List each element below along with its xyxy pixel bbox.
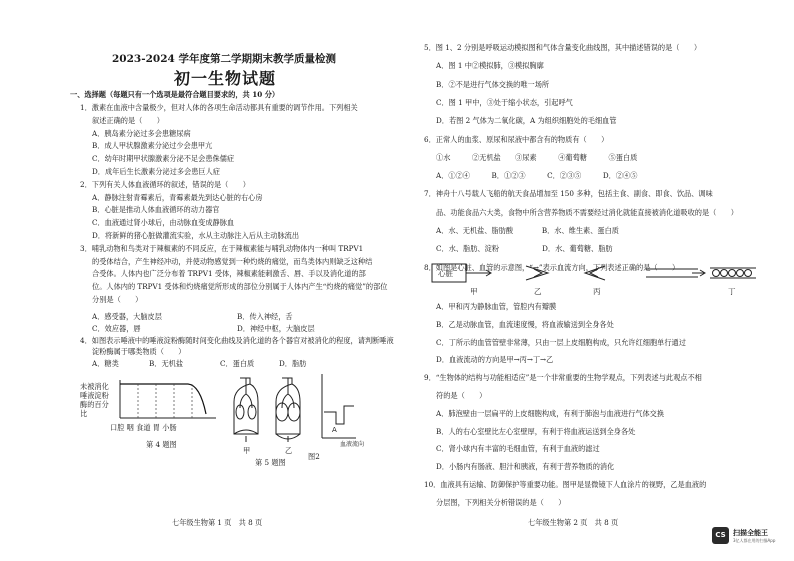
left-text-line: 1．激素在血液中含量极少，但对人体的各项生命活动都具有重要的调节作用。下列相关 <box>80 103 358 112</box>
section-heading: 一、选择题（每题只有一个选项是最符合题目要求的，共 10 分） <box>70 90 280 99</box>
q4-option-b: B．无机盐 <box>149 359 184 368</box>
fig4-ylabel: 未被消化 唾液淀粉 酶的百分 比 <box>80 382 109 418</box>
left-text-line: 分别是（ ） <box>92 295 143 304</box>
q4-stem-line-2: 淀粉酶属于哪类物质（ ） <box>92 347 186 356</box>
left-text-line: 2．下列有关人体血液循环的叙述，错误的是（ ） <box>80 179 250 189</box>
right-text-line: A．肺泡壁由一层扁平的上皮细胞构成，有利于肺泡与血液进行气体交换 <box>436 408 665 418</box>
fig4-curve-chart <box>118 378 218 424</box>
right-text-line: C．肾小球内有丰富的毛细血管，有利于血液的滤过 <box>436 444 600 454</box>
left-text-line: A．静脉注射青霉素后，青霉素最先到达心脏的右心房 <box>92 192 263 202</box>
right-text-line: D．若图 2 气体为二氧化碳，A 为组织细胞处的毛细血管 <box>436 116 617 126</box>
right-text-line: A．水、无机盐、脂肪酸 B．水、维生素、蛋白质 <box>436 226 619 235</box>
left-text-line: D．将新鲜的猪心脏做灌流实验，水从主动脉注入后从主动脉流出 <box>92 231 300 240</box>
fig8-label-ding: 丁 <box>728 287 736 296</box>
fig8-label-bing: 丙 <box>593 287 601 296</box>
right-text-line: D．血液流动的方向是甲→丙→丁→乙 <box>436 355 554 365</box>
fig5-fig2-label: 图2 <box>308 452 320 461</box>
q4-option-c: C．蛋白质 <box>220 359 255 368</box>
fig5-label-yi: 乙 <box>285 446 293 455</box>
right-text-line: D．小肠内有肠液、胆汁和胰液，有利于营养物质的消化 <box>436 462 615 472</box>
fig8-heart-label: 心脏 <box>438 269 453 278</box>
right-text-line: C．图 1 甲中，③处于缩小状态，引起呼气 <box>436 97 573 107</box>
scanner-name: 扫描全能王 <box>733 529 768 537</box>
right-text-line: C．水、脂肪、淀粉 D．水、葡萄糖、脂肪 <box>436 244 613 254</box>
left-text-line: 叙述正确的是（ ） <box>92 115 164 125</box>
exam-page-2 <box>410 0 794 561</box>
right-text-line: 6．正常人的血浆、原尿和尿液中都含有的物质有（ ） <box>424 134 609 144</box>
exam-title: 初一生物试题 <box>174 69 277 88</box>
right-text-line: 9．“生物体的结构与功能相适应”是一个非常重要的生物学观点，下列表述与此观点不相 <box>424 373 702 383</box>
exam-header: 2023-2024 学年度第二学期期末教学质量检测 <box>112 53 336 65</box>
right-text-line: B．人的右心室壁比左心室壁厚，有利于将血液运送到全身各处 <box>436 426 636 436</box>
fig5-label-jia: 甲 <box>243 446 251 455</box>
left-text-line: 位。人体内的 TRPV1 受体和灼烧痛觉所形成的部位分别属于人体内产生“灼烧的痛觉”的部位 <box>92 282 388 292</box>
q3-option-a: A．感受器，大脑皮层 <box>92 312 162 321</box>
fig4-xlabel: 口腔 咽 食道 胃 小肠 <box>110 423 177 432</box>
right-text-line: A．图 1 中②模拟肺，③模拟胸廓 <box>436 61 544 71</box>
right-text-line: 分层图，下列相关分析错误的是（ ） <box>436 497 566 507</box>
fig8-vessel-diagram <box>430 260 760 300</box>
q3-option-c: C．效应器，唇 <box>92 324 141 333</box>
right-text-line: 7．神舟十八号载人飞船的航天食品增加至 150 多种，包括主食、副食、即食、饮品、调味 <box>424 189 713 199</box>
q4-stem-line-1: 4．如图表示唾液中的唾液淀粉酶随时间变化曲线及消化道的各个器官对被消化的程度，请判断唾液 <box>80 336 394 345</box>
fig5-lung-model <box>228 372 358 452</box>
fig4-caption: 第 4 题图 <box>146 440 177 449</box>
right-text-line: 5．图 1、2 分别是呼吸运动模拟图和气体含量变化曲线图，其中描述错误的是（ ） <box>424 43 702 52</box>
right-text-line: ①水 ②无机盐 ③尿素 ④葡萄糖 ⑤蛋白质 <box>436 152 638 162</box>
right-text-line: 品、功能食品六大类，食物中所含营养物质不需要经过消化就能直接被消化道吸收的是（ ） <box>436 207 738 217</box>
right-text-line: 8．如图是心脏、血管的示意图，“→”表示血流方向，下列表述正确的是（ ） <box>424 262 680 272</box>
left-text-line: C．幼年时期甲状腺激素分泌不足会患侏儒症 <box>92 154 235 164</box>
q3-option-d: D．神经中枢，大脑皮层 <box>237 324 315 333</box>
fig8-label-yi: 乙 <box>534 287 542 296</box>
page-footer-1: 七年级生物第 1 页 共 8 页 <box>172 518 263 527</box>
left-text-line: A．胰岛素分泌过多会患糖尿病 <box>92 128 191 138</box>
q3-option-b: B．传入神经，舌 <box>237 312 293 321</box>
right-text-line: 符的是（ ） <box>436 391 487 400</box>
left-text-line: D．成年后生长激素分泌过多会患巨人症 <box>92 167 220 176</box>
left-text-line: C．血液通过肾小球后，由动脉血变成静脉血 <box>92 218 235 228</box>
fig5-axis-x: 血液流向 <box>340 441 365 448</box>
right-text-line: 10．血液具有运输、防御保护等重要功能。图甲是显微镜下人血涂片的视野，乙是血液的 <box>424 480 707 489</box>
right-text-line: C．丁所示的血管管壁非常薄，只由一层上皮细胞构成，只允许红细胞单行通过 <box>436 337 686 347</box>
left-text-line: B．心脏是推动人体血液循环的动力器官 <box>92 205 220 215</box>
right-text-line: A．甲和丙为静脉血管，管腔内有瓣膜 <box>436 302 557 311</box>
page-footer-2: 七年级生物第 2 页 共 8 页 <box>528 518 619 527</box>
right-text-line: B．②不是进行气体交换的唯一场所 <box>436 79 550 89</box>
fig5-caption: 第 5 题图 <box>255 458 286 467</box>
fig8-label-jia: 甲 <box>470 287 478 296</box>
left-text-line: B．成人甲状腺激素分泌过少会患甲亢 <box>92 141 213 151</box>
scanner-tagline: 3亿人都在用的扫描App <box>733 538 776 543</box>
right-text-line: B．乙是动脉血管，血流速度慢，将血液输送到全身各处 <box>436 319 614 329</box>
fig5-label-a: A <box>332 426 337 434</box>
q4-option-d: D．脂肪 <box>279 359 307 368</box>
left-text-line: 3．哺乳动物和鸟类对于辣椒素的不同反应，在于辣椒素能与哺乳动物体内一种叫 TRPV1 <box>80 243 364 253</box>
scanner-logo-icon: CS <box>712 527 729 544</box>
q4-option-a: A．糖类 <box>92 359 119 368</box>
right-text-line: A．①②④ B．①②③ C．②③⑤ D．②④⑤ <box>436 171 638 181</box>
left-text-line: 合受体。人体内也广泛分布着 TRPV1 受体，辣椒素能刺激舌、唇、手以及消化道的部 <box>92 269 366 279</box>
left-text-line: 的受体结合，产生神经冲动，并使动物感觉到一种灼烧的痛觉，而鸟类体内则缺乏这种结 <box>92 256 373 266</box>
